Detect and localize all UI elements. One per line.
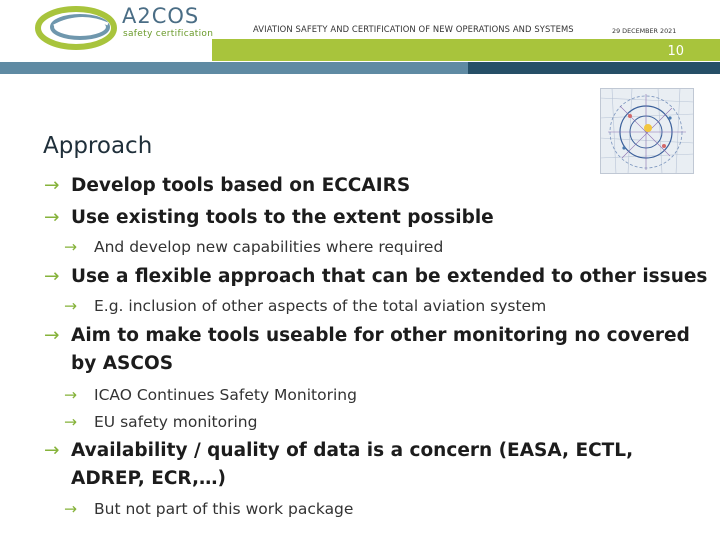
arrow-icon: → bbox=[64, 297, 77, 315]
arrow-icon: → bbox=[44, 175, 60, 196]
arrow-icon: → bbox=[64, 386, 77, 404]
arrow-icon: → bbox=[44, 207, 60, 228]
sub-bullet-2-1 bbox=[64, 236, 443, 258]
bullet-3-text: Use a flexible approach that can be extended to other issues bbox=[71, 266, 708, 287]
sub-bullet-4-2-text: EU safety monitoring bbox=[94, 413, 258, 431]
bullet-1 bbox=[44, 172, 410, 200]
sub-bullet-4-1 bbox=[64, 384, 357, 406]
header-green-bar bbox=[212, 39, 720, 61]
bullet-1-text: Develop tools based on ECCAIRS bbox=[71, 175, 411, 196]
bullet-5-text-line2: ADREP, ECR,…) bbox=[71, 468, 226, 489]
sub-bullet-4-1-text: ICAO Continues Safety Monitoring bbox=[94, 386, 357, 404]
arrow-icon: → bbox=[44, 325, 60, 346]
page-number: 10 bbox=[667, 44, 684, 59]
sub-bullet-3-1 bbox=[64, 295, 546, 317]
slide-title: Approach bbox=[43, 133, 153, 159]
bullet-5-text-line1: Availability / quality of data is a concern (EASA, ECTL, bbox=[71, 440, 634, 461]
airspace-map-image bbox=[600, 88, 694, 174]
bullet-2 bbox=[44, 204, 494, 232]
header-title: AVIATION SAFETY AND CERTIFICATION OF NEW OPERATIONS AND SYSTEMS bbox=[253, 24, 574, 34]
arrow-icon: → bbox=[64, 413, 77, 431]
bullet-2-text: Use existing tools to the extent possible bbox=[71, 207, 494, 228]
bullet-4-text-line1: Aim to make tools useable for other monitoring no covered bbox=[71, 325, 690, 346]
arrow-icon: → bbox=[44, 440, 60, 461]
sub-bullet-4-2 bbox=[64, 411, 257, 433]
logo-tagline: safety certification bbox=[123, 29, 214, 39]
header-blue-bar-light bbox=[0, 62, 468, 74]
logo-name: A2COS bbox=[122, 4, 200, 28]
sub-bullet-5-1 bbox=[64, 498, 353, 520]
arrow-icon: → bbox=[64, 500, 77, 518]
header-blue-bar-dark bbox=[468, 62, 720, 74]
arrow-icon: → bbox=[64, 238, 77, 256]
bullet-4-text-line2: by ASCOS bbox=[71, 353, 174, 374]
bullet-5 bbox=[44, 437, 633, 493]
arrow-icon: → bbox=[44, 266, 60, 287]
bullet-4 bbox=[44, 322, 690, 378]
bullet-3 bbox=[44, 263, 707, 291]
sub-bullet-2-1-text: And develop new capabilities where required bbox=[94, 238, 444, 256]
header-date: 29 DECEMBER 2021 bbox=[612, 27, 677, 35]
sub-bullet-3-1-text: E.g. inclusion of other aspects of the total aviation system bbox=[94, 297, 547, 315]
sub-bullet-5-1-text: But not part of this work package bbox=[94, 500, 354, 518]
